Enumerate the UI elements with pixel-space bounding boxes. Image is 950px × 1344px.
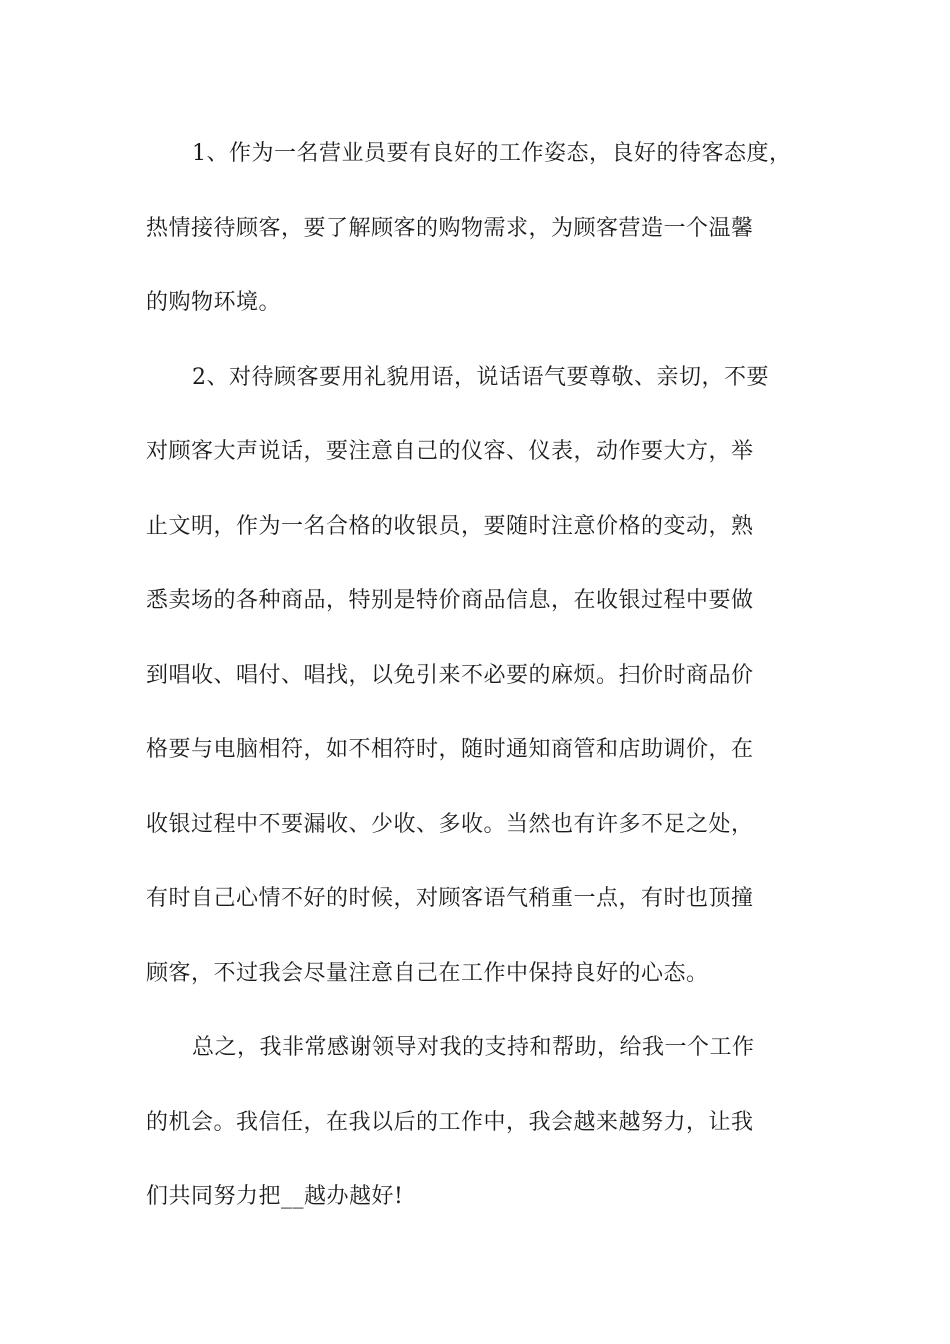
text-line: 顾客，不过我会尽量注意自己在工作中保持良好的心态。: [146, 960, 709, 986]
text-line: 1、作为一名营业员要有良好的工作姿态，良好的待客态度，: [192, 141, 792, 166]
text-line: 止文明，作为一名合格的收银员，要随时注意价格的变动，熟: [146, 513, 754, 539]
text-line: 有时自己心情不好的时候，对顾客语气稍重一点，有时也顶撞: [146, 886, 754, 911]
text-line: 总之，我非常感谢领导对我的支持和帮助，给我一个工作: [192, 1035, 755, 1060]
text-line: 悉卖场的各种商品，特别是特价商品信息，在收银过程中要做: [146, 588, 754, 613]
text-line: 的购物环境。: [146, 290, 282, 315]
text-line: 2、对待顾客要用礼貌用语，说话语气要尊敬、亲切，不要: [192, 364, 769, 390]
text-line: 格要与电脑相符，如不相符时，随时通知商管和店助调价，在: [146, 737, 754, 762]
text-line: 们共同努力把__越办越好!: [146, 1184, 404, 1209]
document-body: [146, 117, 806, 1235]
paragraph-2: [146, 341, 806, 1012]
paragraph-1: [146, 117, 806, 341]
text-line: 对顾客大声说话，要注意自己的仪容、仪表，动作要大方，举: [146, 439, 754, 464]
text-line: 收银过程中不要漏收、少收、多收。当然也有许多不足之处，: [146, 811, 754, 837]
text-line: 到唱收、唱付、唱找，以免引来不必要的麻烦。扫价时商品价: [146, 662, 754, 688]
text-line: 热情接待顾客，要了解顾客的购物需求，为顾客营造一个温馨: [146, 215, 754, 241]
paragraph-3: [146, 1011, 806, 1235]
text-line: 的机会。我信任，在我以后的工作中，我会越来越努力，让我: [146, 1109, 754, 1135]
